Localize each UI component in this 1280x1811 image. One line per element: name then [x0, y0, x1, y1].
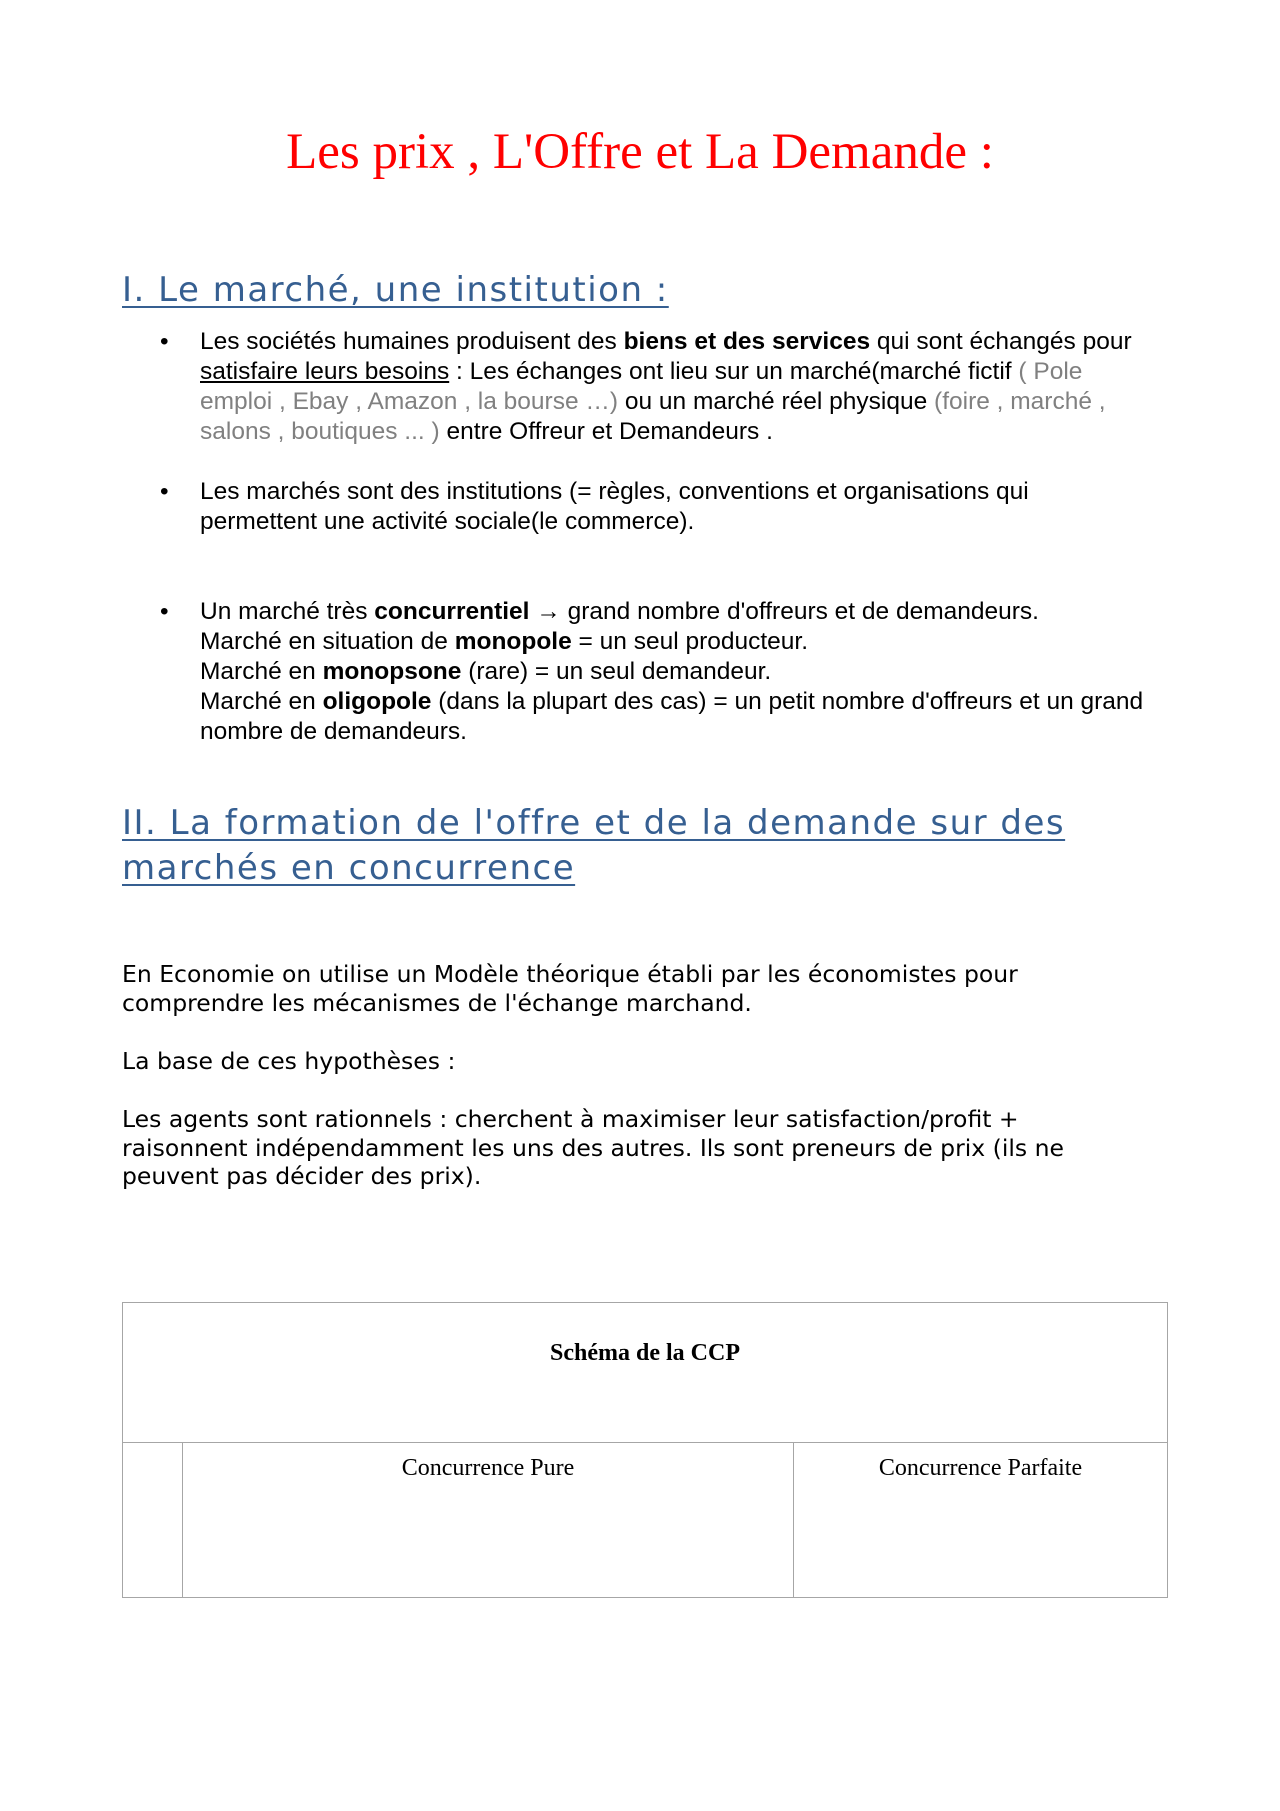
bold-term: oligopole	[322, 688, 432, 715]
table-empty-cell	[123, 1443, 183, 1598]
section-2-heading	[122, 801, 1065, 891]
bullet-text: Les sociétés humaines produisent des	[200, 328, 624, 355]
line-text: → grand nombre d'offreurs et de demandeurs.	[529, 598, 1039, 625]
bold-term: monopsone	[322, 658, 462, 685]
heading-line-2: marchés en concurrence	[122, 848, 576, 888]
market-line-monopsone	[200, 657, 1150, 687]
bullet-text: entre Offreur et Demandeurs .	[439, 418, 773, 445]
bullet-text: qui sont échangés pour	[870, 328, 1132, 355]
table-header-cell	[123, 1303, 1168, 1443]
ccp-table	[122, 1302, 1168, 1598]
grey-examples: ( Pole emploi , Ebay , Amazon , la bourse …)	[200, 358, 1083, 415]
cell-text: Concurrence Pure	[401, 1455, 575, 1481]
table-cell-concurrence-pure	[183, 1443, 794, 1598]
market-line-oligopole	[200, 687, 1150, 747]
line-text: Marché en	[200, 688, 323, 715]
line-text: (rare) = un seul demandeur.	[461, 658, 772, 685]
line-text: = un seul producteur.	[571, 628, 809, 655]
market-line-monopole	[200, 627, 1150, 657]
line-text: Marché en situation de	[200, 628, 455, 655]
bullet-text: Les marchés sont des institutions (= règles, conventions et organisations qui permettent une activité sociale(le commerce).	[200, 478, 1029, 535]
line-text: Marché en	[200, 658, 323, 685]
line-text: (dans la plupart des cas) = un petit nombre d'offreurs et un grand nombre de demandeurs.	[200, 688, 1144, 745]
bullet-item-institutions	[160, 477, 1150, 537]
heading-line-1: II. La formation de l'offre et de la demande sur des	[122, 803, 1066, 843]
bold-term: concurrentiel	[374, 598, 530, 625]
bullet-item-market-types	[160, 597, 1150, 747]
bullet-text: ou un marché réel physique	[618, 388, 935, 415]
market-line-concurrentiel	[200, 597, 1150, 627]
table-header-text: Schéma de la CCP	[550, 1340, 740, 1366]
table-row	[123, 1443, 1168, 1598]
paragraph-model: En Economie on utilise un Modèle théorique établi par les économistes pour comprendre les mécanismes de l'échange marchand.	[122, 960, 1018, 1017]
table-cell-concurrence-parfaite	[794, 1443, 1168, 1598]
line-text: Un marché très	[200, 598, 375, 625]
cell-text: Concurrence Parfaite	[878, 1455, 1083, 1481]
bullet-icon: •	[160, 478, 169, 505]
paragraph-agents: Les agents sont rationnels : cherchent à maximiser leur satisfaction/profit + raisonnent indépendamment les uns des autres. Ils sont preneurs de prix (ils ne peuvent pas décider des prix).	[122, 1105, 1064, 1190]
underlined-term: satisfaire leurs besoins	[200, 358, 450, 385]
bullet-item-exchanges	[160, 327, 1150, 447]
bullet-icon: •	[160, 598, 169, 625]
bold-term: biens et des services	[623, 328, 871, 355]
paragraph-hypotheses: La base de ces hypothèses :	[122, 1047, 456, 1075]
bullet-icon: •	[160, 328, 169, 355]
table-header-row	[123, 1303, 1168, 1443]
bullet-text: : Les échanges ont lieu sur un marché(marché fictif	[449, 358, 1019, 385]
section-1-heading: I. Le marché, une institution :	[122, 270, 669, 310]
document-title: Les prix , L'Offre et La Demande :	[286, 124, 994, 180]
grey-examples: (foire , marché , salons , boutiques ... )	[200, 388, 1106, 445]
bold-term: monopole	[454, 628, 572, 655]
